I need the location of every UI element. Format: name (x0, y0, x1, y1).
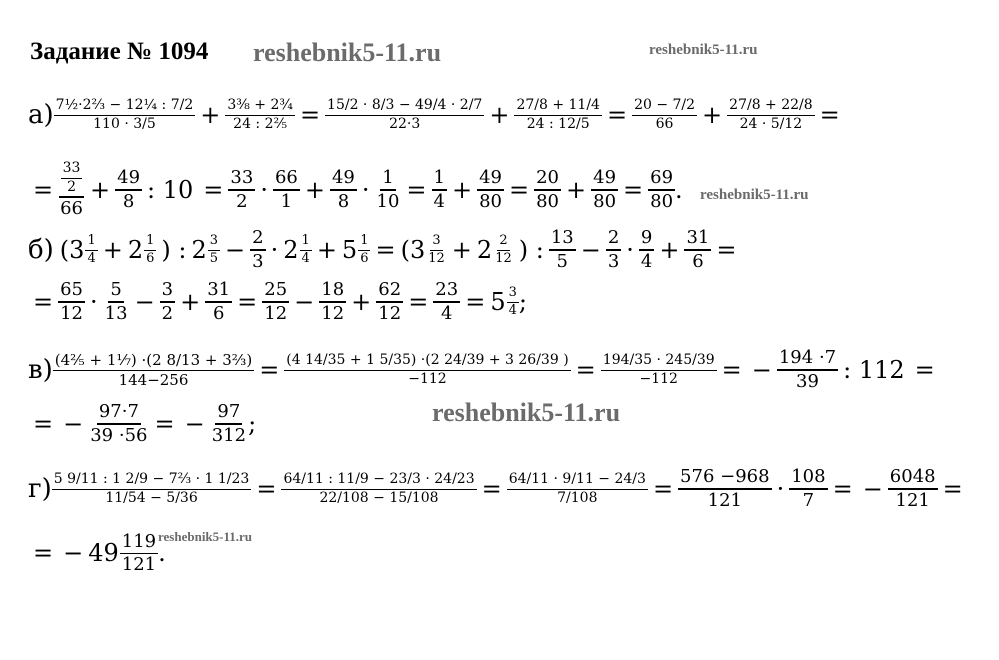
numerator: 66 (273, 168, 300, 191)
operator: = (256, 475, 277, 503)
operator: + (489, 101, 510, 129)
denominator: 312 (211, 425, 247, 446)
operator: = (914, 356, 935, 384)
numerator: 64/11 · 9/11 − 24/3 (507, 472, 648, 489)
paren: ( (59, 236, 70, 264)
operator: = (203, 176, 224, 204)
fraction (281, 472, 476, 506)
operator: = (237, 288, 258, 316)
part-v-line-2 (28, 396, 256, 452)
denominator: −112 (639, 370, 678, 387)
part-label: г) (28, 474, 52, 504)
operator: = (33, 176, 54, 204)
mixed-number (342, 234, 371, 266)
operator: − (862, 475, 883, 503)
whole-part: 2 (476, 236, 493, 264)
part-a-line-2 (28, 150, 683, 230)
operator: = (509, 176, 530, 204)
numerator: 31 (205, 280, 232, 303)
numerator: 65 (58, 280, 85, 303)
numerator: 194 ·7 (777, 348, 838, 371)
mixed-number (69, 234, 98, 266)
part-a-line-1 (28, 70, 845, 160)
whole-part: 5 (490, 288, 506, 316)
numerator: 194/35 · 245/39 (601, 353, 717, 370)
operator: + (90, 176, 111, 204)
denominator: 12 (321, 303, 345, 324)
operator: + (316, 236, 337, 264)
denominator: −112 (408, 370, 447, 387)
part-label: а) (28, 100, 54, 130)
fraction (210, 402, 248, 446)
operator: = (299, 101, 321, 129)
numerator: 23 (433, 280, 460, 303)
numerator: 3 (160, 280, 175, 303)
denominator: 3 (252, 251, 264, 272)
fraction (632, 98, 697, 132)
part-g-line-1 (28, 448, 968, 530)
denominator: 80 (536, 191, 560, 212)
numerator: 2 (250, 228, 265, 251)
denominator: 12 (378, 303, 402, 324)
operator: = (623, 176, 644, 204)
numerator: 64/11 : 11/9 − 23/3 · 24/23 (281, 472, 476, 489)
denominator: 39 ·56 (90, 425, 148, 446)
operator: = (33, 288, 54, 316)
operator: · (626, 236, 634, 264)
numerator: 1 (380, 168, 395, 191)
fraction (777, 348, 838, 392)
operator: ) : (161, 236, 187, 264)
numerator: 1 (144, 234, 156, 250)
denominator: 10 (376, 191, 400, 212)
watermark: reshebnik5-11.ru (253, 38, 442, 67)
numerator: 25 (262, 280, 289, 303)
operator: + (304, 176, 325, 204)
fraction (433, 280, 460, 324)
denominator: 7 (802, 490, 815, 511)
watermark: reshebnik5-11.ru (158, 529, 253, 544)
numerator: 33 (228, 168, 255, 191)
operator: − (184, 410, 205, 438)
operator: + (200, 101, 221, 129)
part-b-line-2 (28, 274, 527, 330)
denominator: 2 (236, 191, 248, 212)
part-label: в) (28, 355, 53, 385)
denominator: 121 (895, 490, 930, 511)
mixed-number (88, 532, 158, 575)
operator: · (361, 176, 370, 204)
numerator: 1 (300, 234, 312, 250)
part-g-line-2 (28, 522, 166, 584)
fraction (507, 472, 648, 506)
denominator: 8 (122, 191, 135, 212)
fraction (284, 353, 570, 387)
denominator: 39 (796, 371, 819, 392)
numerator: 69 (648, 168, 675, 191)
numerator: 119 (121, 530, 157, 552)
operator: = (375, 236, 396, 264)
fraction (639, 228, 654, 272)
numerator: 49 (115, 168, 142, 191)
numerator: 1 (358, 234, 370, 250)
operator: + (451, 236, 472, 264)
operator: = (832, 475, 853, 503)
fraction (319, 280, 346, 324)
fraction (684, 228, 711, 272)
denominator: 4 (301, 250, 310, 266)
numerator: (4 14/35 + 1 5/35) ·(2 24/39 + 3 26/39 ) (284, 353, 570, 370)
denominator: 8 (337, 191, 350, 212)
fraction (549, 228, 576, 272)
fraction (120, 532, 158, 575)
operator: + (659, 236, 680, 264)
part-v-line-1 (28, 338, 940, 402)
fraction (648, 168, 675, 212)
fraction (375, 168, 402, 212)
fraction (514, 98, 602, 132)
denominator: 6 (212, 303, 225, 324)
fraction (507, 286, 519, 318)
numerator: 31 (684, 228, 711, 251)
fraction (591, 168, 618, 212)
part-label: б) (28, 235, 54, 265)
numerator: 15/2 · 8/3 − 49/4 · 2/7 (325, 98, 484, 115)
denominator: 7/108 (557, 489, 598, 506)
numerator: 62 (376, 280, 403, 303)
numerator: 49 (330, 168, 357, 191)
fraction (103, 280, 130, 324)
punctuation: ; (518, 288, 527, 316)
numerator: 2 (606, 228, 621, 251)
fraction (58, 161, 85, 219)
numerator: 20 − 7/2 (632, 98, 697, 115)
watermark: reshebnik5-11.ru (432, 398, 621, 427)
mixed-number (490, 286, 519, 318)
operator: = (406, 176, 427, 204)
punctuation: ; (248, 410, 257, 438)
operator: = (716, 236, 737, 264)
operator: = (575, 356, 596, 384)
fraction (493, 234, 514, 266)
numerator: 97·7 (97, 402, 141, 425)
operator: · (90, 288, 98, 316)
operator: − (63, 410, 84, 438)
numerator: 27/8 + 11/4 (514, 98, 602, 115)
paren: ( (400, 236, 410, 264)
numerator: 1 (432, 168, 447, 191)
numerator: 1 (85, 234, 97, 250)
denominator: 80 (650, 191, 674, 212)
fraction (262, 280, 289, 324)
operator: : 112 (843, 356, 905, 384)
operator: = (465, 288, 486, 316)
fraction (606, 228, 621, 272)
fraction (88, 402, 149, 446)
numerator: 3 (430, 234, 442, 250)
denominator: 24 : 12/5 (526, 115, 590, 132)
operator: + (102, 236, 123, 264)
fraction (205, 280, 232, 324)
numerator: 20 (534, 168, 561, 191)
operator: − (134, 288, 155, 316)
fraction (432, 168, 447, 212)
operator: · (270, 236, 279, 264)
whole-part: 5 (341, 236, 358, 264)
fraction (477, 168, 504, 212)
numerator: 3 (208, 234, 220, 250)
fraction (601, 353, 717, 387)
denominator: 5 (209, 250, 219, 266)
whole-part: 2 (283, 236, 299, 264)
fraction (678, 467, 772, 511)
operator: = (154, 410, 175, 438)
watermark: reshebnik5-11.ru (700, 187, 809, 203)
numerator: 33 (61, 161, 83, 178)
fraction (250, 228, 265, 272)
numerator: 5 (108, 280, 123, 303)
operator: · (776, 475, 785, 503)
denominator: 4 (433, 191, 445, 212)
numerator: 576 −968 (678, 467, 772, 490)
fraction (228, 168, 255, 212)
denominator: 1 (280, 191, 293, 212)
fraction (300, 234, 312, 266)
denominator: 80 (479, 191, 502, 212)
denominator: 66 (60, 197, 84, 219)
operator: = (819, 101, 840, 129)
task-title: Задание № 1094 (30, 38, 209, 65)
denominator: 4 (87, 250, 96, 266)
fraction (325, 98, 484, 132)
fraction (727, 98, 815, 132)
operator: − (63, 539, 84, 567)
operator: − (580, 236, 601, 264)
operator: + (702, 101, 723, 129)
mixed-number (283, 234, 312, 266)
operator: = (408, 288, 429, 316)
fraction (426, 234, 447, 266)
fraction (358, 234, 370, 266)
denominator: 2 (67, 178, 77, 195)
numerator: 18 (319, 280, 346, 303)
part-b-line-1 (28, 222, 742, 278)
denominator: 5 (556, 251, 568, 272)
operator: − (294, 288, 315, 316)
operator: + (566, 176, 587, 204)
fraction (52, 472, 252, 506)
operator: · (260, 176, 268, 204)
denominator: 12 (428, 250, 445, 266)
denominator: 6 (360, 250, 369, 266)
numerator: 9 (639, 228, 654, 251)
denominator: 12 (264, 303, 288, 324)
denominator: 3 (607, 251, 620, 272)
denominator: 11/54 − 5/36 (105, 489, 198, 506)
operator: = (33, 539, 54, 567)
fraction (85, 234, 97, 266)
whole-part: 2 (191, 236, 207, 264)
numerator (59, 161, 85, 198)
fraction (888, 467, 938, 511)
denominator: 66 (655, 115, 674, 132)
denominator: 22·3 (389, 115, 421, 132)
operator: = (259, 356, 280, 384)
numerator: 3 (507, 286, 519, 302)
denominator: 144−256 (118, 370, 189, 389)
numerator: 108 (789, 467, 827, 490)
fraction (376, 280, 403, 324)
mixed-number (410, 234, 447, 266)
numerator: 49 (477, 168, 504, 191)
numerator: 13 (549, 228, 576, 251)
fraction (789, 467, 827, 511)
operator: + (180, 288, 201, 316)
fraction (115, 168, 142, 212)
denominator: 6 (692, 251, 704, 272)
whole-part: 2 (127, 236, 144, 264)
numerator: 27/8 + 22/8 (727, 98, 815, 115)
denominator: 24 : 2⅖ (233, 115, 288, 132)
fraction (53, 352, 254, 388)
numerator: 2 (497, 234, 509, 250)
whole-part: 49 (88, 539, 119, 567)
mixed-number (128, 234, 157, 266)
fraction (208, 234, 220, 266)
denominator: 6 (146, 250, 155, 266)
denominator: 13 (104, 303, 128, 324)
fraction (330, 168, 357, 212)
numerator: 3⅜ + 2¾ (225, 98, 295, 115)
operator: + (451, 176, 473, 204)
denominator: 22/108 − 15/108 (319, 489, 439, 506)
fraction (61, 161, 83, 195)
numerator: 97 (215, 402, 242, 425)
fraction (534, 168, 561, 212)
numerator: 49 (591, 168, 618, 191)
denominator: 24 · 5/12 (739, 115, 803, 132)
whole-part: 3 (409, 236, 426, 264)
operator: : 10 (147, 176, 194, 204)
denominator: 12 (60, 303, 84, 324)
denominator: 4 (441, 303, 453, 324)
mixed-number (191, 234, 220, 266)
fraction (144, 234, 156, 266)
operator: = (481, 475, 502, 503)
mixed-number (477, 234, 514, 266)
numerator: 5 9/11 : 1 2/9 − 7⅔ · 1 1/23 (52, 472, 252, 489)
operator: = (942, 475, 963, 503)
denominator: 4 (508, 302, 517, 318)
denominator: 4 (640, 251, 653, 272)
denominator: 2 (161, 303, 174, 324)
operator: + (351, 288, 372, 316)
operator: = (721, 356, 742, 384)
punctuation: . (675, 176, 683, 204)
denominator: 12 (495, 250, 512, 266)
fraction (160, 280, 175, 324)
operator: = (606, 101, 628, 129)
numerator: 6048 (888, 467, 938, 490)
denominator: 80 (593, 191, 617, 212)
operator: = (33, 410, 54, 438)
fraction (273, 168, 300, 212)
fraction (225, 98, 295, 132)
numerator: (4⅖ + 1⅐) ·(2 8/13 + 3⅔) (54, 351, 253, 369)
watermark: reshebnik5-11.ru (649, 42, 758, 58)
operator: ) : (518, 236, 544, 264)
operator: − (751, 356, 772, 384)
fraction (58, 280, 85, 324)
operator: − (225, 236, 246, 264)
denominator: 110 · 3/5 (93, 115, 156, 132)
operator: = (652, 475, 674, 503)
denominator: 121 (707, 490, 742, 511)
denominator: 121 (121, 553, 157, 575)
whole-part: 3 (69, 236, 85, 264)
punctuation: . (158, 539, 166, 567)
numerator: 7½·2⅔ − 12¼ : 7/2 (54, 98, 196, 115)
fraction (54, 98, 196, 132)
